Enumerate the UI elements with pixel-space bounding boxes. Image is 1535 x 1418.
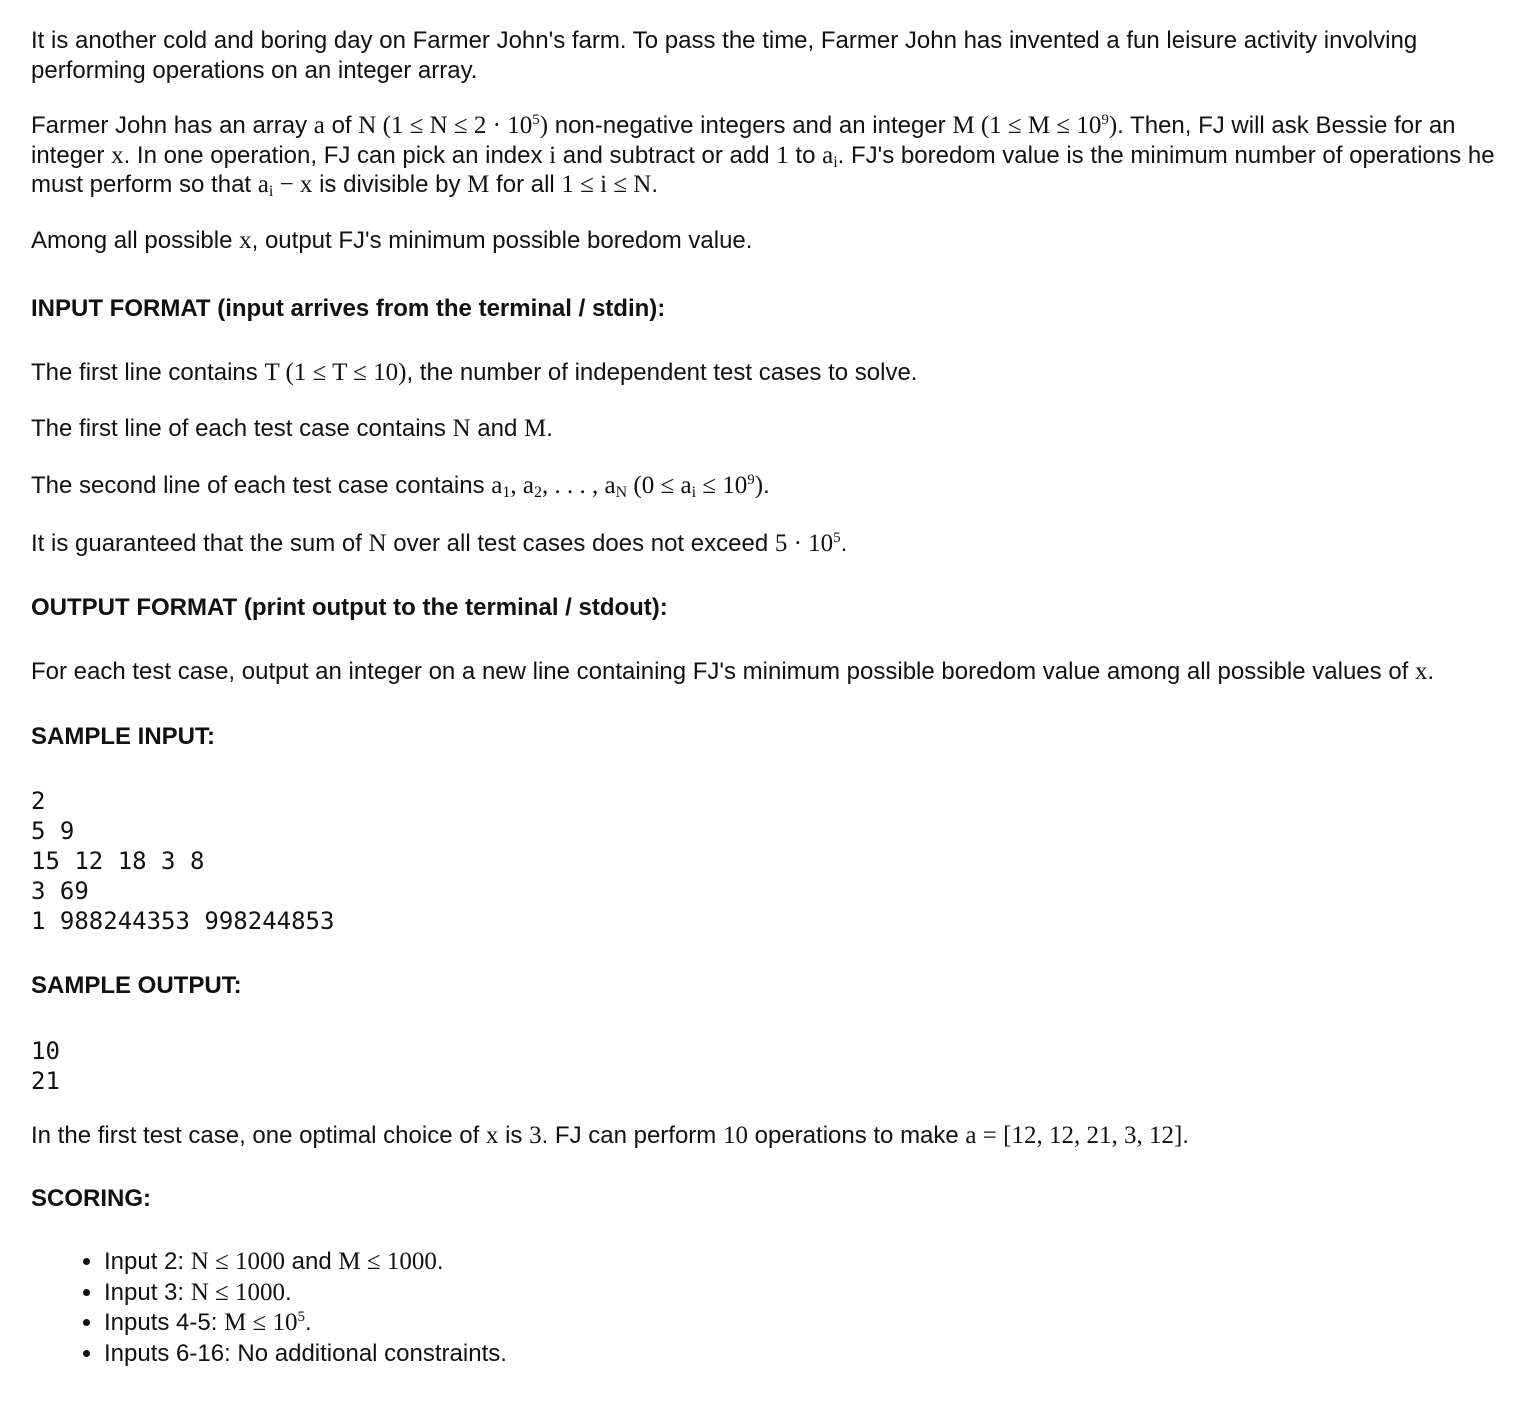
output-format-text: For each test case, output an integer on a new line containing FJ's minimum possible boredom value among all possible values of x.	[31, 658, 1435, 685]
input-format-line-1: The first line contains T (1 ≤ T ≤ 10), the number of independent test cases to solve.	[31, 359, 918, 386]
output-format-heading: OUTPUT FORMAT (print output to the terminal / stdout):	[31, 594, 668, 621]
sample-output-block: 10 21	[31, 1036, 60, 1095]
scoring-list	[31, 1247, 1504, 1369]
scoring-item-1: • Input 2: N ≤ 1000 and M ≤ 1000.	[104, 1247, 1504, 1278]
sample-input-block: 2 5 9 15 12 18 3 8 3 69 1 988244353 998244853	[31, 786, 335, 935]
input-format-line-2: The first line of each test case contains N and M.	[31, 414, 553, 442]
scoring-item-4: • Inputs 6-16: No additional constraints.	[104, 1339, 1504, 1370]
input-format-line-3: The second line of each test case contains $a_1$, $a_2$, . . . , $a_N$ $(0 \le a_i \le 10^9)$.	[31, 472, 770, 501]
input-format-heading: INPUT FORMAT (input arrives from the terminal / stdin):	[31, 295, 666, 322]
input-format-line-4: It is guaranteed that the sum of N over all test cases does not exceed $5 \cdot 10^5$.	[31, 529, 848, 557]
sample-explanation: In the first test case, one optimal choice of x is 3. FJ can perform 10 operations to make a = [12, 12, 21, 3, 12].	[31, 1121, 1189, 1149]
intro-paragraph-1: It is another cold and boring day on Farmer John's farm. To pass the time, Farmer John has invented a fun leisure activity involving performing operations on an integer array.	[31, 27, 1418, 84]
scoring-item-3: • Inputs 4-5: $M \le 10^5$.	[104, 1308, 1504, 1339]
sample-input-heading: SAMPLE INPUT:	[31, 722, 216, 750]
scoring-heading: SCORING:	[31, 1185, 151, 1212]
scoring-item-2: • Input 3: N ≤ 1000.	[104, 1278, 1504, 1309]
intro-paragraph-2: Farmer John has an array a of N $(1 \le N \le 2 \cdot 10^5)$ non-negative integers and an integer M $(1 \le M \le 10^9)$. Then, FJ will ask Bessie for an integer x. In one operation, FJ can pick an index i and subtract or add 1 to $a_i$. FJ's boredom value is the minimum number of operations he must perform so that $a_i - x$ is divisible by M for all 1 ≤ i ≤ N.	[31, 112, 1495, 200]
sample-output-heading: SAMPLE OUTPUT:	[31, 971, 242, 999]
intro-paragraph-3: Among all possible x, output FJ's minimum possible boredom value.	[31, 226, 753, 254]
